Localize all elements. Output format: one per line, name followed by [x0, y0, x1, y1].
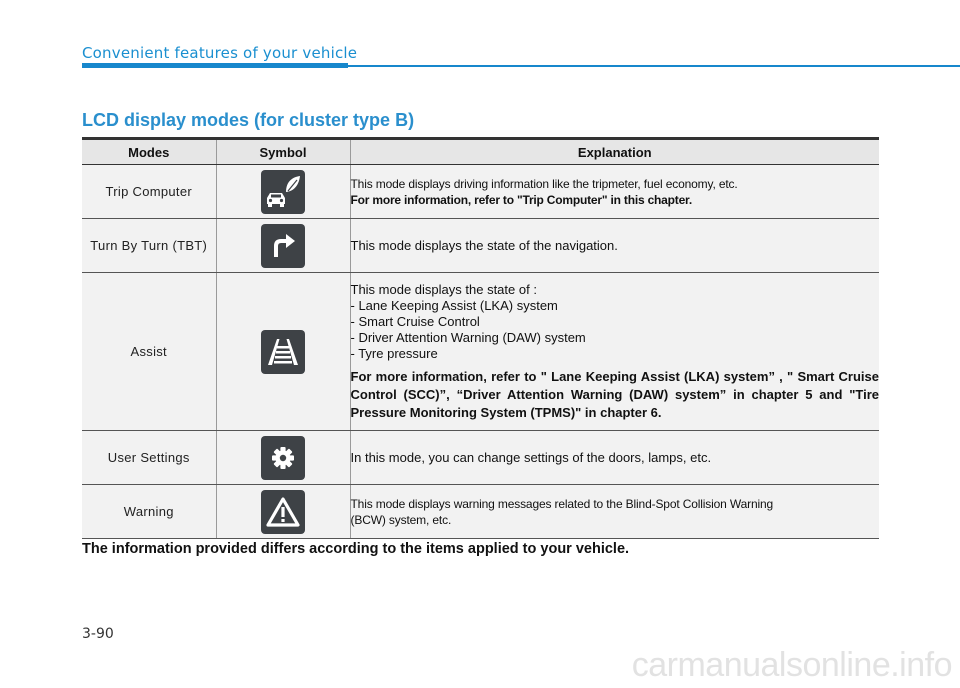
chapter-title: Convenient features of your vehicle — [82, 44, 358, 62]
trip-computer-icon — [261, 170, 305, 214]
list-item: - Tyre pressure — [350, 345, 438, 361]
table-header-row — [82, 139, 879, 165]
page-number: 3-90 — [82, 626, 114, 642]
mode-name: Trip Computer — [82, 165, 216, 219]
warning-triangle-icon — [261, 490, 305, 534]
explanation-text: This mode displays warning messages related to the Blind-Spot Collision Warning — [350, 496, 774, 511]
chapter-underline-thin — [348, 65, 960, 67]
chapter-underline-thick — [82, 63, 348, 68]
symbol-cell — [216, 219, 350, 273]
explanation-text: This mode displays the state of the navigation. — [350, 237, 618, 253]
symbol-cell — [216, 431, 350, 485]
column-header-symbol: Symbol — [216, 139, 350, 165]
explanation-cell — [350, 485, 879, 539]
table-row — [82, 485, 879, 539]
symbol-cell — [216, 165, 350, 219]
explanation-text: This mode displays the state of : — [350, 281, 537, 297]
explanation-text: (BCW) system, etc. — [350, 512, 452, 527]
explanation-cell — [350, 273, 879, 431]
watermark: carmanualsonline.info — [631, 646, 952, 684]
symbol-cell — [216, 273, 350, 431]
explanation-text: In this mode, you can change settings of the doors, lamps, etc. — [350, 449, 712, 465]
lcd-modes-table — [82, 137, 879, 539]
explanation-note: For more information, refer to " Lane Keeping Assist (LKA) system” , " Smart Cruise Control (SCC)”, “Driver Attention Warning (DAW) system” in chapter 5 and "Tire Pressure Monitoring System (TPMS)" in chapter 6. — [350, 368, 879, 420]
table-row — [82, 165, 879, 219]
symbol-cell — [216, 485, 350, 539]
footnote: The information provided differs according to the items applied to your vehicle. — [82, 541, 630, 557]
section-title: LCD display modes (for cluster type B) — [82, 110, 415, 130]
table-row — [82, 273, 879, 431]
gear-icon — [261, 436, 305, 480]
table-row — [82, 219, 879, 273]
turn-arrow-icon — [261, 224, 305, 268]
explanation-cell — [350, 219, 879, 273]
list-item: - Lane Keeping Assist (LKA) system — [350, 297, 558, 313]
mode-name: Warning — [82, 485, 216, 539]
explanation-cell — [350, 431, 879, 485]
mode-name: User Settings — [82, 431, 216, 485]
mode-name: Assist — [82, 273, 216, 431]
lane-assist-icon — [261, 330, 305, 374]
mode-name: Turn By Turn (TBT) — [82, 219, 216, 273]
explanation-text: This mode displays driving information like the tripmeter, fuel economy, etc. — [350, 176, 738, 191]
explanation-cell — [350, 165, 879, 219]
list-item: - Driver Attention Warning (DAW) system — [350, 329, 586, 345]
explanation-note: For more information, refer to "Trip Computer" in this chapter. — [350, 192, 692, 207]
column-header-explanation: Explanation — [350, 139, 879, 165]
list-item: - Smart Cruise Control — [350, 313, 480, 329]
column-header-modes: Modes — [82, 139, 216, 165]
table-row — [82, 431, 879, 485]
